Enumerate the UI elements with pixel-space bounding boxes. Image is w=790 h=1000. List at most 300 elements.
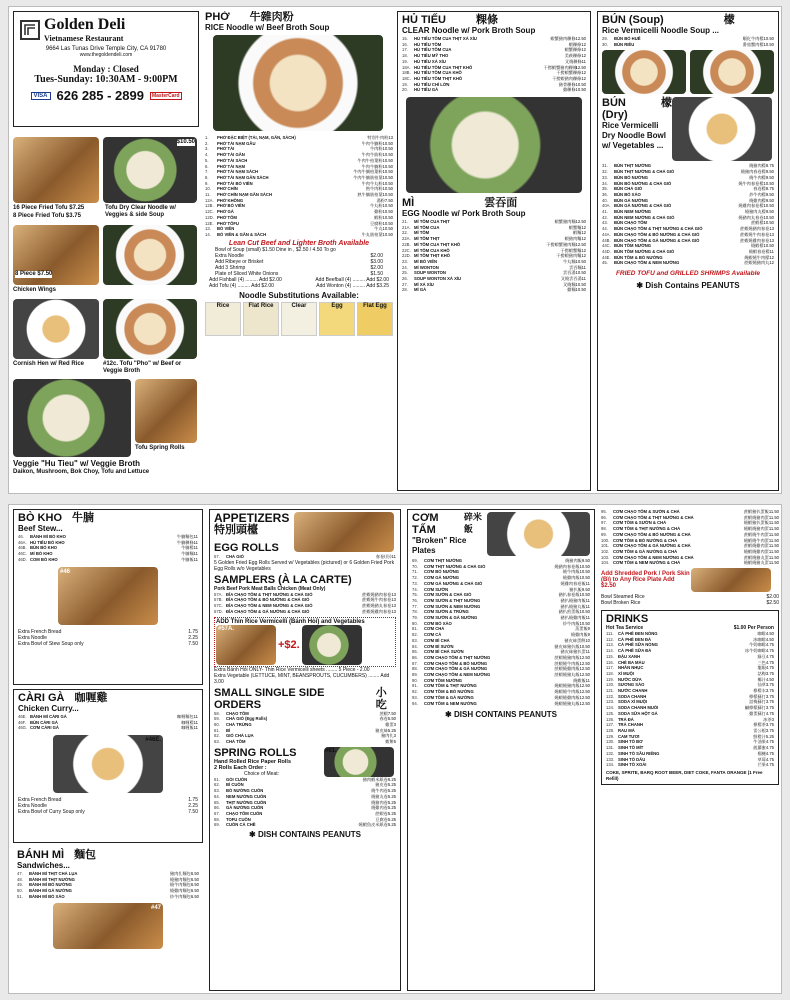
drinks-title: DRINKS [606, 613, 649, 626]
item-name: HỦ TIẾU TÔM [414, 41, 442, 47]
add-shredded-pork-text: Add Shredded Pork / Pork Skin (Bì) to Any Rice Plate [601, 571, 690, 584]
veggie-hu-tieu-caption: Veggie "Hu Tieu" w/ Veggie Broth [13, 459, 141, 468]
item-name: HỦ TIẾU TÔM CUA [414, 47, 452, 53]
item-number: 88. [412, 666, 418, 672]
item-name: BÌ [226, 727, 231, 733]
item-name: CHẠO TÔM CUỐN [226, 810, 263, 816]
item-name-cn: 牛丸 [374, 226, 383, 232]
item-name: CƠM CHẢ [424, 626, 445, 632]
item-name: GÀ NƯỚNG CUỐN [226, 805, 264, 811]
item-number: 62. [214, 782, 220, 788]
addon-beefball: Add Beefball (4) ......... Add $2.00 [315, 276, 389, 283]
item-price: 12 [581, 70, 586, 76]
item-name-cn: 雲吞麵 [569, 264, 582, 270]
item-name-cn: 干撈蝦豬肉麵 [556, 253, 582, 259]
item-price: 10.50 [763, 180, 774, 186]
noodle-sub-flat-egg: Flat Egg [357, 302, 393, 336]
item-number: 42. [602, 214, 608, 220]
item-name: CƠM CHẠO TÔM & GÀ NƯỚNG [424, 666, 488, 672]
item-number: 112. [606, 636, 614, 642]
menu-item [606, 762, 774, 768]
item-name: BÚN NEM NƯỚNG [614, 209, 652, 215]
item-name-cn: 蔗蝦燒豬肉春卷 [362, 591, 392, 597]
item-name: ĐĨA CHẠO TÔM & BÒ NƯỚNG & CHẢ GIÒ [226, 597, 310, 603]
item-number: 32. [602, 169, 608, 175]
item-price: 12 [581, 47, 586, 53]
item-name-cn: 燒豬肉卷 [371, 799, 388, 805]
item-name-cn: 燒雞肉春卷飯 [560, 580, 586, 586]
drinks-box [601, 610, 779, 785]
item-name: PHỞ ĐẶC BIỆT (TÁI, NẠM, GÂN, SÁCH) [217, 135, 296, 140]
sodas-note: COKE, SPRITE, BARQ ROOT BEER, DIET COKE, FANTA ORANGE (1 Free Refill) [606, 769, 763, 781]
menu-item [602, 260, 774, 266]
item-number: 126. [606, 716, 615, 722]
menu-item [402, 287, 586, 293]
item-price: 5.25 [387, 727, 396, 733]
item-name: CƠM THỊT NƯỚNG & CHẢ GIÒ [424, 563, 486, 569]
spring-rolls-choice: Choice of Meat: [244, 770, 280, 777]
item-price: 10.50 [382, 169, 393, 175]
item-number: 18. [402, 53, 408, 59]
item-price: 10.50 [575, 270, 586, 276]
shredded-pork-photo [691, 568, 771, 592]
item-price: 6.50 [190, 893, 199, 899]
item-price: 11 [581, 58, 586, 64]
item-number: 13. [205, 226, 211, 232]
item-number: 92. [412, 689, 418, 695]
item-name-cn: 豬扒燒雞肉飯 [560, 615, 586, 621]
menu-item [214, 554, 396, 560]
side-orders-title: SMALL SINGLE SIDE ORDERS [214, 686, 325, 711]
restaurant-address: 9664 Las Tunas Drive Temple City, CA 91780 [45, 46, 167, 52]
extra-name: Extra Noodle [18, 803, 47, 810]
item-name-cn: 豬骨粿條 [558, 81, 576, 87]
item-name: BÚN CHẠO TÔM & GÀ NƯỚNG & CHẢ GIÒ [614, 237, 700, 243]
item-name: HỦ TIẾU TÔM CUA THỊT KHÔ [414, 64, 473, 70]
egg-rolls-list [214, 554, 396, 560]
item-price: 4.75 [765, 642, 774, 648]
peanuts-text: Dish Contains PEANUTS [645, 281, 740, 291]
item-price: 12 [581, 236, 586, 242]
item-name: BÌ CUỐN [226, 782, 244, 788]
extra-name: Extra Noodle [18, 634, 47, 641]
item-name: CHẢ TÔM [226, 739, 246, 745]
item-number: 11. [205, 192, 211, 198]
item-number: 116. [606, 659, 614, 665]
item-name: MÌ GÀ [414, 287, 427, 293]
sampler-photo [216, 625, 276, 665]
item-number: 35. [602, 186, 608, 192]
item-name: CHÈ BA MÀU [618, 659, 645, 665]
item-number: 68. [214, 816, 220, 822]
item-name: MÌ XÁ XÍU [414, 281, 434, 287]
item-number: 12C. [205, 209, 214, 215]
item-name: ĐĨA CHẠO TÔM & GÀ NƯỚNG & CHẢ GIÒ [226, 608, 310, 614]
item-number: 134. [606, 762, 615, 768]
item-number: 46E. [18, 714, 27, 719]
item-name-cn: 豬肉扎 [381, 733, 394, 739]
item-name-cn: 豬扒燒豬丸飯 [560, 603, 586, 609]
item-number: 69. [412, 558, 418, 563]
menu-item [402, 87, 586, 93]
item-price: 10.50 [579, 563, 590, 569]
item-number: 114. [606, 648, 614, 654]
item-number: 44A. [602, 231, 611, 237]
item-name-cn: 燒雞肉麵包 [169, 888, 191, 894]
item-price: 12.50 [579, 689, 590, 695]
item-name: PHỞ TÁI NẠM GÂN SÁCH [217, 174, 269, 180]
item-name-cn: 牛腩麵 [181, 551, 194, 557]
item-name: BÒ VIÊN & GÂN & SÁCH [217, 231, 267, 237]
add-banh-hoi-box [214, 617, 396, 667]
item-name-cn: 綠豆 [757, 653, 766, 659]
item-name: PHỞ TÁI NẠM [217, 163, 245, 169]
item-name-cn: 燒雞肉春卷檬 [738, 203, 764, 209]
item-name-cn: 炒牛肉檬 [749, 191, 766, 197]
item-name-cn: 干撈蝦蟹豬肉麵 [546, 241, 576, 247]
item-name: PHỞ TÔM [217, 214, 237, 220]
item-name: CƠM TÔM & THỊT NƯỚNG [424, 683, 477, 689]
item-name: CƠM CHẠO TÔM & GÀ NƯỚNG & CHẢ [613, 543, 691, 549]
bun-soup-title: BÚN (Soup) [602, 14, 664, 26]
item-number: 61. [214, 727, 220, 733]
item-name: HỦ TIẾU GÀ [414, 87, 439, 93]
item-number: 46. [18, 534, 24, 539]
item-price: 4.75 [765, 745, 774, 751]
bo-kho-photo [58, 567, 158, 625]
egg-rolls-desc: 5 Golden Fried Egg Rolls Served w/ Vegetables (pictured) or 6 Golden Fried Pork Egg Rolls w/o Vegetables [214, 559, 395, 572]
item-number: 97. [601, 520, 607, 526]
extra-price: $2.50 [766, 600, 779, 607]
item-name-cn: 牛丸粉 [369, 203, 383, 209]
item-name: BÚN CHẠO TÔM & BÒ NƯỚNG & CHẢ GIÒ [614, 231, 700, 237]
bun-bo-hue-photo [602, 50, 686, 94]
item-price: 9 [587, 632, 590, 638]
item-number: 65. [214, 799, 220, 805]
item-number: 24. [402, 264, 408, 270]
photo-label: #61. [325, 747, 337, 754]
menu-item [18, 557, 198, 563]
item-number: 80. [412, 620, 418, 626]
item-name-cn: 蔗蝦燒雞肉蛋 [743, 543, 769, 549]
item-price: 3 [393, 733, 396, 739]
item-name-cn: 燒蝦燒豬丸蛋 [743, 560, 769, 566]
item-name: PHỞ TÁI BÒ VIÊN [217, 180, 253, 186]
menu-item [214, 609, 396, 615]
item-name: CHẢ TRỨNG [226, 721, 252, 727]
pho-subtitle: RICE Noodle w/ Beef Broth Soup [205, 23, 330, 32]
item-name-cn: 干撈蝦蟹粿條 [556, 70, 582, 76]
item-name: MÌ TÔM CUA [414, 224, 440, 230]
item-name: CƠM TÔM & NEM NƯỚNG & CHẢ [613, 560, 681, 566]
item-name: CƠM CHẠO TÔM & NEM NƯỚNG [424, 672, 491, 678]
item-number: 27. [402, 281, 408, 287]
item-name-cn: 豆腐卷 [375, 816, 388, 822]
item-name-cn: 豬皮卷 [375, 782, 388, 788]
hot-tea-price: $1.00 Per Person [733, 625, 774, 632]
appetizers-peanuts-note [214, 830, 396, 839]
item-number: 12A. [205, 197, 214, 203]
combo-rice-list [601, 509, 779, 566]
item-name-cn: 燒豬丸卷 [371, 793, 388, 799]
item-name: BÚN BÒ HUẾ [614, 36, 641, 41]
item-price: 4.75 [765, 659, 774, 665]
item-name: CƠM TÔM & THỊT NƯỚNG & CHẢ [613, 526, 681, 532]
item-name-cn: 蔗蝦燒牛肉春卷 [362, 597, 392, 603]
item-price: 13 [391, 591, 396, 597]
extra-price: 2.25 [188, 803, 198, 810]
item-name: PHỞ CHÍN NẠM GÂN SÁCH [217, 192, 272, 198]
item-name: BÚN TÔM NƯỚNG [614, 243, 652, 249]
item-name-cn: 蔗蝦燒豬丸飯 [554, 672, 580, 678]
restaurant-header [13, 11, 199, 127]
item-name-cn: 牛肉牛腩柏葉粉 [353, 169, 383, 175]
item-number: 103. [601, 554, 610, 560]
com-tam-title: CƠM TẤM [412, 512, 439, 536]
item-name: BÁNH MÌ GÀ NƯỚNG [29, 888, 72, 894]
item-name-cn: 蔗蝦燒豬肉丸 [744, 260, 770, 266]
item-price: 10.50 [763, 203, 774, 209]
item-price: 9.50 [765, 197, 774, 203]
item-name: BÚN BÒ KHO [30, 545, 57, 551]
item-name-cn: 咖啡 [757, 631, 766, 637]
item-name-cn: 蔗蝦燒豬丸蛋 [743, 554, 769, 560]
menu-item [18, 725, 198, 731]
item-name: MÌ BÒ KHO [30, 551, 53, 557]
item-number: 77. [412, 603, 418, 609]
item-name: SOUP WONTON XÁ XÍU [414, 276, 462, 282]
item-number: 23. [402, 258, 408, 264]
photo-label: #47 [150, 904, 161, 911]
item-price: 5.25 [387, 816, 396, 822]
item-name-cn: 順化牛肉檬 [742, 36, 764, 41]
item-price: 6.50 [190, 888, 199, 894]
item-price: 10.50 [763, 41, 774, 47]
item-name: CƠM SƯỜN & NEM NƯỚNG [424, 603, 481, 609]
extra-price: 7.50 [188, 640, 198, 647]
item-price: 5.25 [387, 782, 396, 788]
item-name-cn: 牛肉牛腩粉 [361, 163, 383, 169]
item-name: SINH TỐ MÍT [618, 745, 644, 751]
item-number: 87. [412, 660, 418, 666]
item-number: 82. [412, 632, 418, 638]
item-name-cn: 番茄蟹肉檬 [742, 41, 764, 47]
pho-title-cn: 牛雜肉粉 [249, 11, 294, 23]
hu-tieu-list [402, 36, 586, 93]
item-name: HỦ TIẾU BÒ KHO [30, 539, 65, 545]
item-number: 70. [412, 563, 418, 569]
item-name-cn: 春卷檬 [753, 186, 766, 192]
item-number: 46B. [18, 545, 27, 551]
item-number: 91. [412, 683, 418, 689]
item-price: 4.75 [765, 665, 774, 671]
item-name: CƠM BÒ XÀO [424, 620, 452, 626]
item-name-cn: 燒蝦檬 [750, 243, 764, 249]
item-name: BÁNH MÌ BÒ KHO [30, 534, 66, 539]
item-number: 93. [412, 694, 418, 700]
item-name: BÒ VIÊN [217, 226, 235, 232]
item-number: 31. [602, 163, 608, 169]
side-orders-list [214, 711, 396, 745]
spring-rolls-sub: Hand Rolled Rice Paper Rolls [214, 758, 292, 765]
extra-price: $2.00 [370, 264, 383, 271]
hu-tieu-title-cn: 粿條 [476, 13, 498, 26]
item-number: 99. [601, 531, 607, 537]
item-name: PHỞ CHÍN [217, 186, 238, 192]
item-number: 47. [17, 871, 23, 876]
cari-ga-subtitle: Chicken Curry... [18, 704, 79, 713]
item-name-cn: 牛奶咖啡 [749, 642, 766, 648]
item-price: 10.50 [579, 609, 590, 615]
photo-caption: Chicken Wings [13, 287, 56, 293]
item-price: 10.50 [579, 569, 590, 575]
item-name-cn: 蔗蝦燒豬丸春卷 [362, 603, 392, 609]
item-price: 10.50 [579, 592, 590, 598]
closed-day: Monday : Closed [73, 64, 139, 74]
vegetable-note: Extra Vegetable (LETTUCE, MINT, BEANSPROUTS, CUCUMBERS) ........ Add 3.00 [214, 672, 390, 685]
item-name: ĐĨA CHẠO TÔM & NEM NƯỚNG & CHẢ GIÒ [226, 603, 313, 609]
item-price: 9.50 [765, 169, 774, 175]
item-name-cn: 牛丸麵 [562, 258, 576, 264]
item-name-cn: 叉燒麵 [562, 281, 576, 287]
item-name: BÚN GÀ NƯỚNG [614, 197, 649, 203]
item-name: CƠM TÔM & GÀ NƯỚNG & CHẢ [613, 548, 678, 554]
item-name-cn: 蔗蝦燒豬肉飯 [554, 654, 580, 660]
peanuts-text: DISH CONTAINS PEANUTS [257, 830, 361, 840]
item-price: 12 [769, 254, 774, 260]
item-price: 11 [585, 597, 590, 603]
item-price: 11 [193, 551, 198, 557]
item-name-cn: 蔗蝦燒牛肉蛋 [743, 531, 769, 537]
item-name: BÁNH MÌ CÀRI GÀ [30, 714, 67, 719]
item-name-cn: 燒蝦飯 [573, 677, 586, 683]
cornish-red-rice-photo [13, 299, 99, 359]
item-price: 11.50 [768, 560, 779, 566]
item-price: 10.50 [763, 220, 774, 226]
photo-caption: 8 Piece $7.50 [15, 271, 53, 277]
item-name-cn: 春卷(份) [375, 554, 392, 559]
item-price: 12 [581, 53, 586, 59]
appetizers-title-cn: 特別頭檯 [214, 523, 258, 536]
item-price: 7.50 [387, 710, 396, 716]
com-tam-peanuts-note [412, 710, 590, 719]
item-price: 10.50 [382, 231, 393, 237]
item-name: BÚN THỊT NƯỚNG & CHẢ GIÒ [614, 169, 675, 175]
item-name-cn: 蔗蝦燒牛肉飯 [554, 660, 580, 666]
item-name-cn: 鮮橙汁 [753, 733, 766, 739]
item-name-cn: 牛肉牛腩筋柏葉 [353, 174, 383, 180]
add-banh-hoi-title: ADD Thin Rice Vermicelli (Bánh Hỏi) and Vegetables [216, 618, 365, 625]
item-name-cn: 燒豬肉春卷檬 [740, 169, 766, 175]
pho-list [205, 135, 393, 238]
item-name: SODA SỮA HỘT GÀ [618, 710, 658, 716]
item-name-cn: 牛丸筋柏葉 [361, 231, 383, 237]
item-number: 22C. [402, 247, 411, 253]
item-name: MÌ TÔM CUA KHÔ [414, 247, 450, 253]
visa-icon: VISA [31, 92, 51, 100]
noodle-sub-rice: Rice [205, 302, 241, 336]
item-name-cn: 冰茶 [763, 716, 772, 722]
item-name-cn: 炒牛肉飯 [562, 620, 580, 626]
hu-tieu-photo [406, 97, 582, 193]
item-number: 46D. [18, 556, 27, 562]
appetizers-section [209, 509, 401, 991]
extra-row [18, 809, 198, 815]
item-name: ĐĨA CHẠO TÔM & THỊT NƯỚNG & CHẢ GIÒ [226, 591, 313, 597]
item-name-cn: 燒蝦燒豬肉飯 [554, 683, 580, 689]
item-number: 95. [601, 509, 607, 514]
item-name-cn: 豬扒飯 [569, 586, 582, 592]
item-price: 12.50 [579, 672, 590, 678]
item-price: 4.50 [765, 676, 774, 682]
item-price: 10.50 [579, 643, 590, 649]
item-name: SINH TỐ XOÀI [618, 762, 647, 768]
com-tam-list [412, 558, 590, 706]
item-name: CÀ PHÊ ĐEN NÓNG [618, 631, 658, 637]
com-tam-title-cn: 碎米飯 [463, 513, 482, 535]
item-name-cn: 蝦粉 [374, 214, 383, 220]
item-price: 11 [193, 534, 198, 539]
item-name-cn: 蝦蟹豬肉粿條 [550, 36, 576, 41]
drinks-list [606, 631, 774, 768]
item-number: 22B. [402, 241, 411, 247]
mi-title-cn: 雲吞面 [484, 196, 518, 210]
item-name-cn: 咖喱麵包 [176, 714, 194, 719]
item-price: 11 [585, 603, 590, 609]
item-name: BÚN BÒ NƯỚNG & CHẢ GIÒ [614, 180, 672, 186]
item-name: CƠM GÀ NƯỚNG & CHẢ GIÒ [424, 580, 483, 586]
item-name-cn: 菠蘿蜜 [753, 745, 766, 751]
item-name: MÌ TÔM THỊT KHÔ [414, 253, 451, 259]
item-price: 10.50 [382, 186, 393, 192]
item-number: 86. [412, 654, 418, 660]
item-price: 10.50 [579, 620, 590, 626]
menu-item [17, 894, 199, 900]
item-price: 3.75 [765, 727, 774, 733]
item-price: 5.25 [765, 733, 774, 739]
samplers-note: Pork Beef Pork Meat Balls Chicken (Meat Only) [214, 585, 326, 592]
item-name-cn: 美萩粿條 [564, 53, 582, 59]
item-name: PHỞ TÁI SÁCH [217, 157, 248, 163]
item-price: 9.50 [581, 586, 590, 592]
item-number: 69. [214, 822, 220, 828]
item-price: 13 [769, 231, 774, 237]
item-price: 12.50 [579, 654, 590, 660]
item-price: 11 [585, 615, 590, 621]
item-name: TRÀ CHANH [618, 722, 643, 728]
item-price: 11 [193, 539, 198, 545]
item-name: CƠM TÔM & SƯỜN & CHẢ [613, 520, 667, 526]
item-name-cn: 燒蝦燒豬丸飯 [554, 700, 580, 706]
item-price: 10.50 [382, 226, 393, 232]
item-price: 4.75 [765, 750, 774, 756]
item-number: 131. [606, 745, 615, 751]
photo-caption: 8 Piece Fried Tofu $3.75 [13, 213, 81, 219]
item-price: 9.50 [765, 209, 774, 215]
item-price: 6.50 [190, 876, 199, 882]
item-number: 115. [606, 653, 614, 659]
item-price: 13 [388, 135, 393, 140]
item-name: MÌ BÒ VIÊN [414, 258, 438, 264]
item-name: SINH TỐ SẦU RIÊNG [618, 750, 660, 756]
item-name-cn: 熟牛肉粉 [365, 186, 383, 192]
photo-caption: Cornish Hen w/ Red Rice [13, 361, 85, 367]
item-price: 11 [585, 580, 590, 586]
item-name-cn: 燒牛肉飯 [562, 569, 580, 575]
addon-fishball: Add Fishball (4) ......... Add $2.00 [209, 276, 282, 283]
item-price: 11.50 [768, 520, 779, 526]
item-price: 10.50 [382, 220, 393, 226]
